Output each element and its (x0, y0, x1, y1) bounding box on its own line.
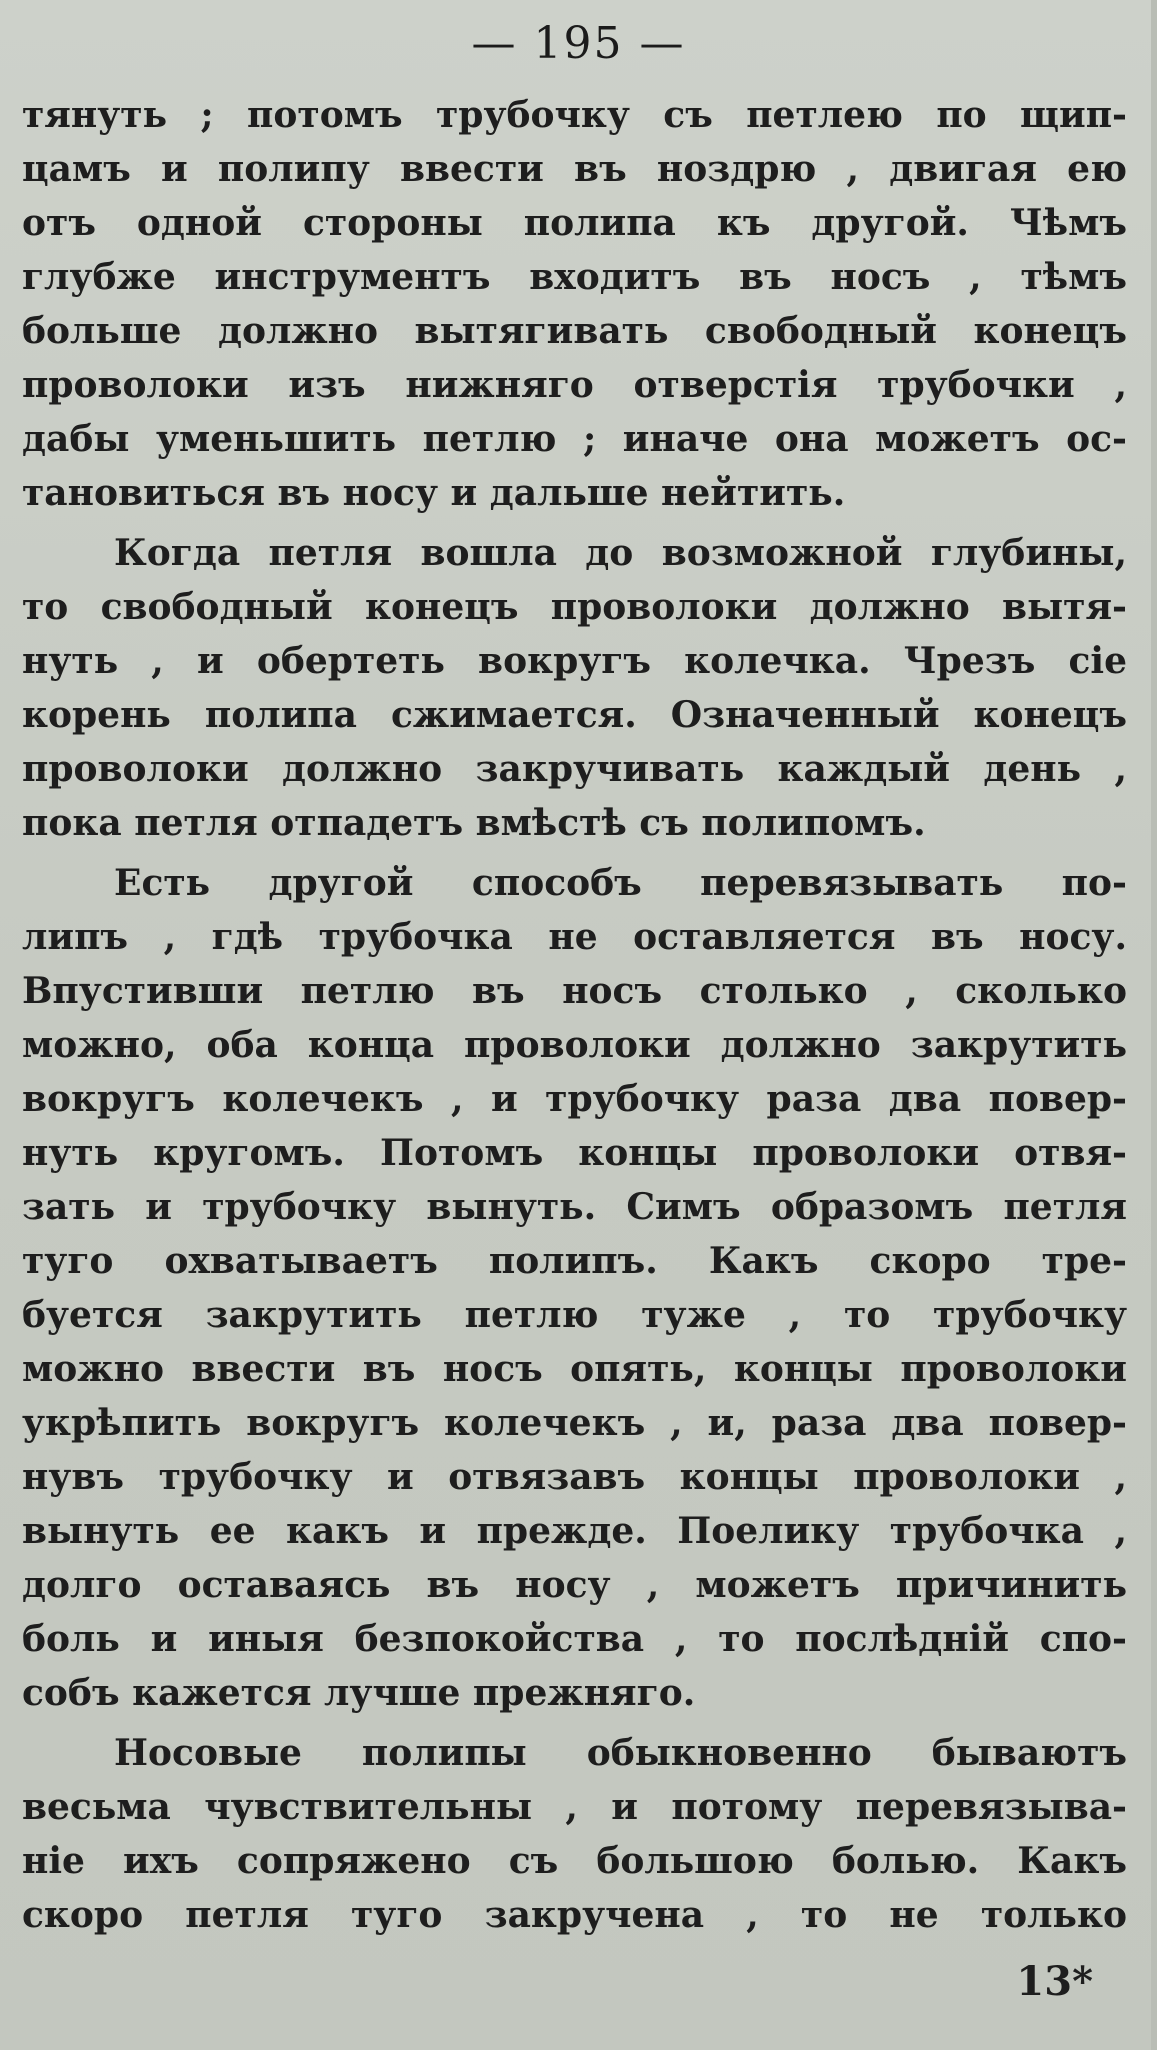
text-line: отъ одной стороны полипа къ другой. Чѣмъ (22, 202, 1127, 244)
text-line: Носовые полипы обыкновенно бываютъ (114, 1732, 1127, 1774)
text-line: Есть другой способъ перевязывать по- (114, 862, 1127, 904)
text-line: больше должно вытягивать свободный конецъ (22, 310, 1127, 352)
text-line: вынуть ее какъ и прежде. Поелику трубочка , (22, 1510, 1127, 1552)
text-line: ніе ихъ сопряжено съ большою болью. Какъ (22, 1840, 1127, 1882)
text-line: туго охватываетъ полипъ. Какъ скоро тре- (22, 1240, 1127, 1282)
text-line: зать и трубочку вынуть. Симъ образомъ петля (22, 1186, 1127, 1228)
text-line: скоро петля туго закручена , то не только (22, 1894, 1127, 1936)
text-line: долго оставаясь въ носу , можетъ причинить (22, 1564, 1127, 1606)
text-line: корень полипа сжимается. Означенный конецъ (22, 694, 1127, 736)
text-line: нувъ трубочку и отвязавъ концы проволоки , (22, 1456, 1127, 1498)
text-line: нуть , и обертеть вокругъ колечка. Чрезъ сіе (22, 640, 1127, 682)
text-line: буется закрутить петлю туже , то трубочку (22, 1294, 1127, 1336)
text-line: Впустивши петлю въ носъ столько , сколько (22, 970, 1127, 1012)
text-line: тянуть ; потомъ трубочку съ петлею по щип- (22, 94, 1127, 136)
text-line: цамъ и полипу ввести въ ноздрю , двигая ею (22, 148, 1127, 190)
text-line: дабы уменьшить петлю ; иначе она можетъ ос- (22, 418, 1127, 460)
text-line: липъ , гдѣ трубочка не оставляется въ носу. (22, 916, 1127, 958)
text-line: то свободный конецъ проволоки должно вытя- (22, 586, 1127, 628)
text-line: укрѣпить вокругъ колечекъ , и, раза два повер- (22, 1402, 1127, 1444)
paragraph (22, 88, 1127, 520)
text-line: пока петля отпадетъ вмѣстѣ съ полипомъ. (22, 802, 926, 844)
text-line: проволоки должно закручивать каждый день , (22, 748, 1127, 790)
text-line: тановиться въ носу и дальше нейтить. (22, 472, 846, 514)
page-edge (1151, 0, 1157, 2050)
text-line: можно, оба конца проволоки должно закрутить (22, 1024, 1127, 1066)
text-line: весьма чувствительны , и потому перевязыва- (22, 1786, 1127, 1828)
text-line: собъ кажется лучше прежняго. (22, 1672, 696, 1714)
text-line: проволоки изъ нижняго отверстія трубочки , (22, 364, 1127, 406)
text-body (22, 88, 1127, 1942)
text-line: боль и иныя безпокойства , то послѣдній спо- (22, 1618, 1127, 1660)
text-line: Когда петля вошла до возможной глубины, (114, 532, 1127, 574)
text-line: можно ввести въ носъ опять, концы проволоки (22, 1348, 1127, 1390)
page-number: — 195 — (471, 18, 686, 69)
paragraph (22, 1726, 1127, 1942)
text-line: нуть кругомъ. Потомъ концы проволоки отвя- (22, 1132, 1127, 1174)
paragraph (22, 526, 1127, 850)
signature-mark: 13* (1016, 1958, 1093, 2005)
paragraph (22, 856, 1127, 1720)
text-line: вокругъ колечекъ , и трубочку раза два повер- (22, 1078, 1127, 1120)
text-line: глубже инструментъ входитъ въ носъ , тѣмъ (22, 256, 1127, 298)
